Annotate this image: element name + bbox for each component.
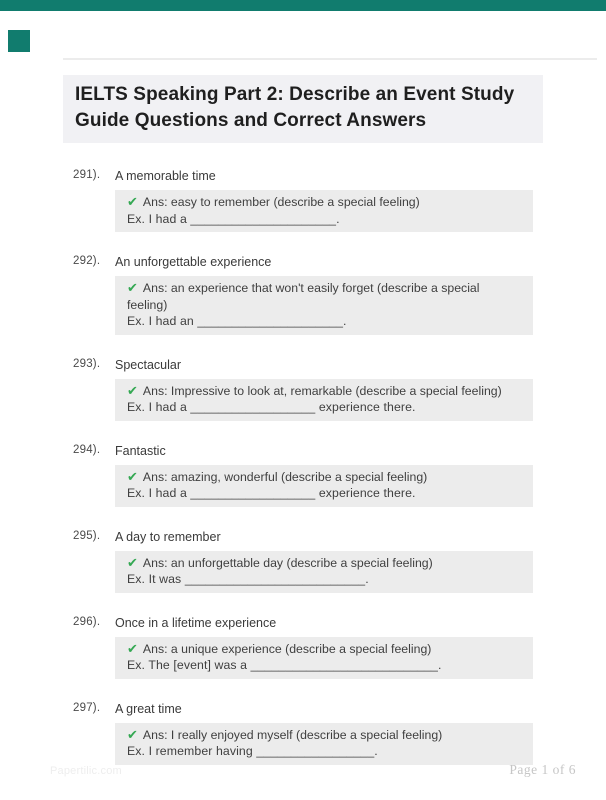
question-title: Spectacular: [115, 357, 182, 372]
question-title: A memorable time: [115, 169, 216, 183]
question-number: 295).: [73, 529, 101, 542]
question-item: [0, 357, 606, 421]
answer-line: [127, 555, 521, 572]
question-item: [0, 529, 606, 593]
answer-text: Ans: a unique experience (describe a special feeling): [142, 641, 432, 656]
check-icon: ✔: [127, 468, 138, 484]
answer-box: [115, 637, 533, 679]
question-item: [0, 168, 606, 232]
example-text: Ex. The [event] was a ___________________________.: [127, 658, 442, 672]
check-icon: ✔: [127, 382, 138, 398]
example-text: Ex. I had a _____________________.: [127, 211, 340, 226]
answer-text: Ans: I really enjoyed myself (describe a special feeling): [142, 727, 443, 742]
question-title: A day to remember: [115, 529, 221, 544]
question-number: 296).: [73, 615, 101, 628]
question-title: Fantastic: [115, 443, 166, 458]
header-divider: [63, 58, 597, 60]
answer-line: [127, 641, 521, 658]
check-icon: ✔: [127, 280, 138, 295]
question-title: A great time: [115, 701, 182, 716]
answer-text: Ans: an experience that won't easily forget (describe a special feeling): [127, 281, 480, 312]
answer-box: [115, 190, 533, 232]
answer-box: [115, 723, 533, 765]
check-icon: ✔: [127, 640, 138, 656]
check-icon: ✔: [127, 554, 138, 570]
top-accent-bar: [0, 0, 606, 11]
answer-line: [127, 383, 521, 400]
answer-text: Ans: amazing, wonderful (describe a special feeling): [142, 469, 428, 484]
question-number: 294).: [73, 443, 101, 456]
answer-box: [115, 465, 533, 507]
check-icon: ✔: [127, 194, 138, 209]
answer-line: [127, 280, 521, 313]
answer-text: Ans: Impressive to look at, remarkable (describe a special feeling): [142, 383, 502, 398]
page-number-label: Page 1 of 6: [509, 762, 576, 777]
answer-line: [127, 469, 521, 486]
question-item: [0, 254, 606, 335]
watermark: Papertilic.com: [50, 765, 122, 777]
question-title: An unforgettable experience: [115, 255, 272, 269]
corner-accent-square: [8, 30, 30, 52]
example-text: Ex. I remember having _________________.: [127, 744, 378, 758]
answer-text: Ans: easy to remember (describe a special feeling): [142, 195, 420, 209]
question-item: [0, 615, 606, 679]
example-text: Ex. I had an _____________________.: [127, 314, 347, 328]
answer-box: [115, 379, 533, 421]
question-item: [0, 443, 606, 507]
question-number: 297).: [73, 701, 101, 714]
question-number: 292).: [73, 255, 101, 267]
check-icon: ✔: [127, 726, 138, 742]
questions-list: [0, 168, 606, 787]
title-box: [63, 75, 543, 143]
question-title: Once in a lifetime experience: [115, 615, 277, 630]
answer-box: [115, 551, 533, 593]
answer-text: Ans: an unforgettable day (describe a special feeling): [142, 555, 433, 570]
page-title: IELTS Speaking Part 2: Describe an Event Study Guide Questions and Correct Answers: [75, 84, 515, 131]
example-text: Ex. It was __________________________.: [127, 572, 369, 586]
question-item: [0, 701, 606, 765]
question-number: 293).: [73, 357, 101, 370]
answer-line: [127, 194, 521, 211]
example-text: Ex. I had a __________________ experience there.: [127, 400, 416, 414]
answer-box: [115, 276, 533, 335]
answer-line: [127, 727, 521, 744]
question-number: 291).: [73, 169, 101, 181]
example-text: Ex. I had a __________________ experience there.: [127, 486, 416, 500]
